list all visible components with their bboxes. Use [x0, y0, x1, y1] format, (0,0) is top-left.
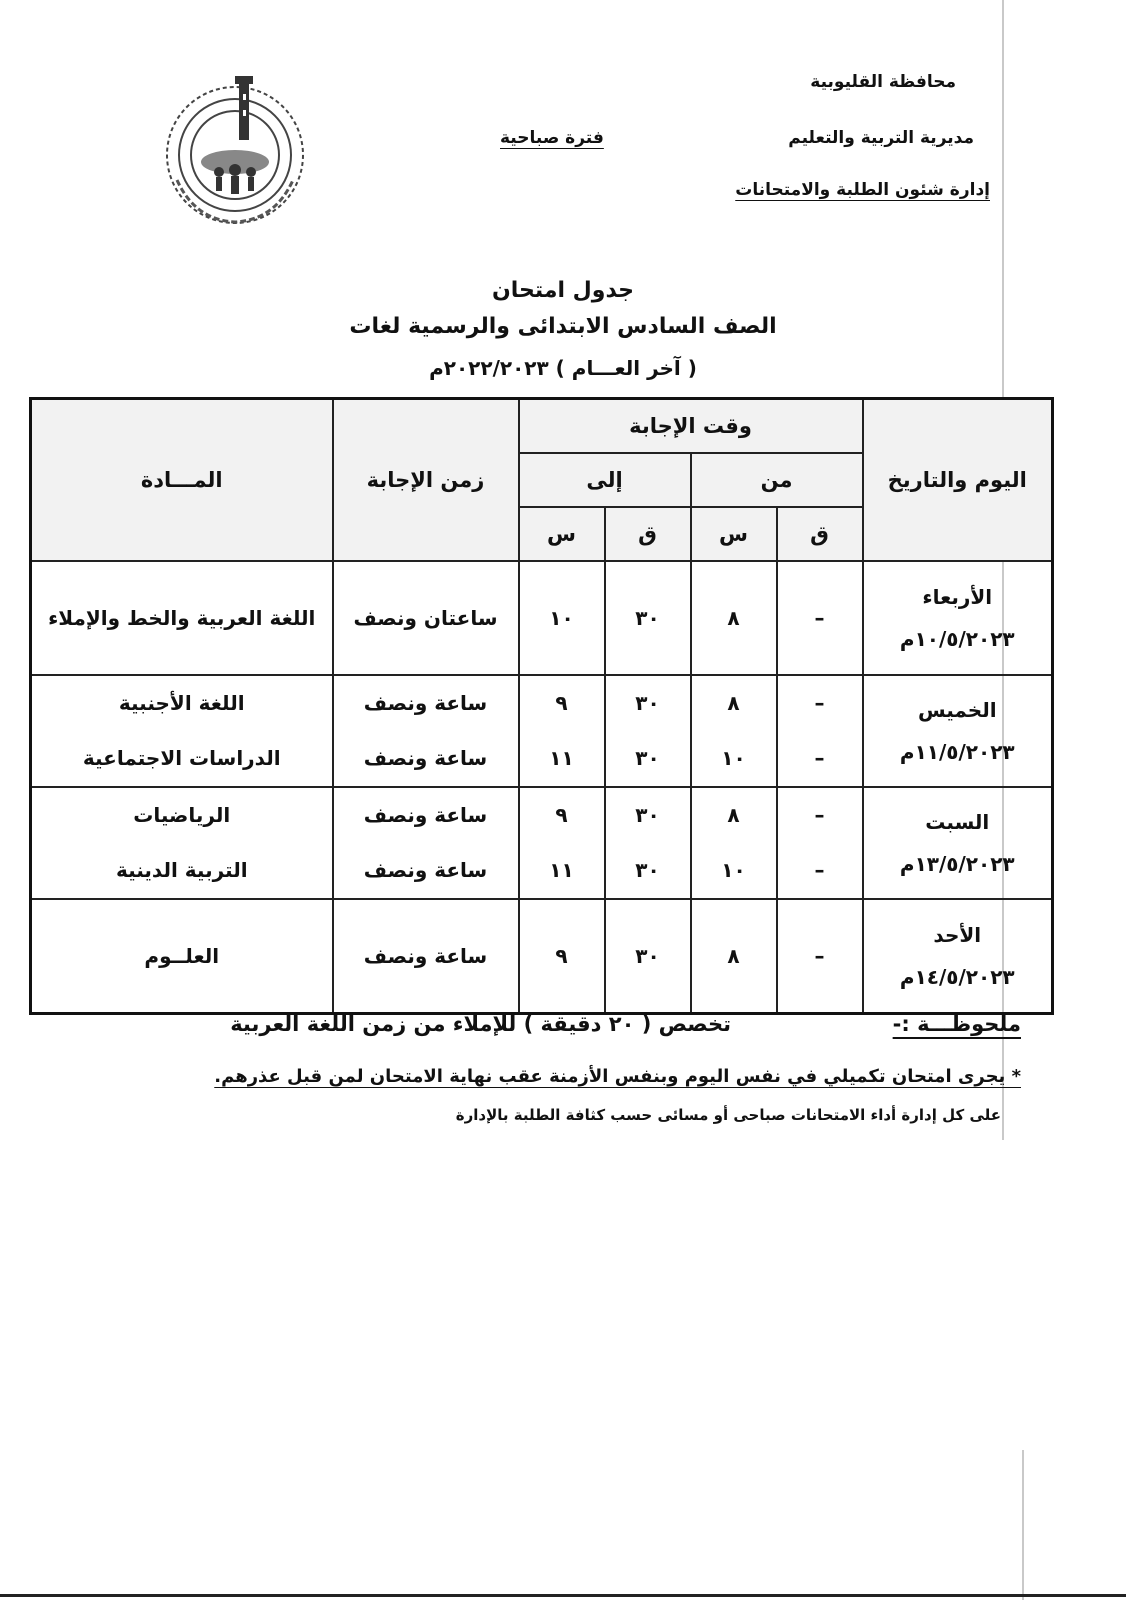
- day-date-cell: [863, 675, 1053, 787]
- to-minutes-header: ق: [605, 507, 691, 561]
- to-hours-cell: ١٠: [519, 561, 605, 675]
- duration-cell: ساعة ونصف ساعة ونصف: [333, 675, 519, 787]
- note-dictation: تخصص ( ٢٠ دقيقة ) للإملاء من زمن اللغة العربية: [230, 1012, 731, 1036]
- subject-cell: الرياضيات التربية الدينية: [31, 787, 333, 899]
- from-minutes-cell: –: [777, 561, 863, 675]
- governorate-label: محافظة القليوبية: [810, 72, 956, 92]
- table-row: [31, 787, 1053, 899]
- grade-subtitle: الصف السادس الابتدائى والرسمية لغات: [349, 314, 777, 339]
- from-hours-cell: ٨: [691, 561, 777, 675]
- table-row: [31, 899, 1053, 1014]
- ministry-seal-logo: [155, 70, 315, 230]
- day-date-cell: [863, 787, 1053, 899]
- to-minutes-cell: ٣٠: [605, 561, 691, 675]
- schedule-title: جدول امتحان: [491, 278, 635, 303]
- duration-cell: ساعة ونصف ساعة ونصف: [333, 787, 519, 899]
- duration-cell: ساعة ونصف: [333, 899, 519, 1014]
- to-minutes-cell: ٣٠ ٣٠: [605, 675, 691, 787]
- table-row: [31, 561, 1053, 675]
- to-hours-cell: ٩: [519, 899, 605, 1014]
- day-name: الأحد: [933, 923, 982, 947]
- day-name: الخميس: [917, 698, 997, 722]
- exam-date: ١١/٥/٢٠٢٣م: [899, 740, 1015, 764]
- from-minutes-cell: – –: [777, 675, 863, 787]
- exam-schedule-table: [29, 397, 1054, 1015]
- duration-cell: ساعتان ونصف: [333, 561, 519, 675]
- from-hours-header: س: [691, 507, 777, 561]
- exam-date: ١٤/٥/٢٠٢٣م: [899, 965, 1015, 989]
- day-date-cell: [863, 899, 1053, 1014]
- note-makeup-exam: * يجرى امتحان تكميلي في نفس اليوم وبنفس الأزمنة عقب نهاية الامتحان لمن قبل عذرهم.: [214, 1066, 1021, 1087]
- to-minutes-cell: ٣٠: [605, 899, 691, 1014]
- exam-date: ١٠/٥/٢٠٢٣م: [899, 627, 1015, 651]
- administration-label: إدارة شئون الطلبة والامتحانات: [735, 180, 990, 200]
- to-hours-cell: ٩ ١١: [519, 787, 605, 899]
- to-hours-header: س: [519, 507, 605, 561]
- answer-time-header: وقت الإجابة: [519, 399, 863, 454]
- subject-cell: اللغة الأجنبية الدراسات الاجتماعية: [31, 675, 333, 787]
- from-hours-cell: ٨: [691, 899, 777, 1014]
- exam-date: ١٣/٥/٢٠٢٣م: [899, 852, 1015, 876]
- from-minutes-cell: –: [777, 899, 863, 1014]
- page-bottom-edge: [0, 1594, 1126, 1597]
- subject-cell: العلــوم: [31, 899, 333, 1014]
- to-minutes-cell: ٣٠ ٣٠: [605, 787, 691, 899]
- to-header: إلى: [519, 453, 691, 507]
- note-administration: على كل إدارة أداء الامتحانات صباحى أو مسائى حسب كثافة الطلبة بالإدارة: [455, 1106, 1001, 1124]
- shift-label: فترة صباحية: [500, 128, 604, 148]
- seal-emblem-icon: [155, 70, 315, 230]
- day-name: الأربعاء: [922, 585, 993, 609]
- subject-header: المـــادة: [31, 399, 333, 562]
- directorate-label: مديرية التربية والتعليم: [788, 128, 974, 148]
- day-date-cell: [863, 561, 1053, 675]
- from-hours-cell: ٨ ١٠: [691, 787, 777, 899]
- to-hours-cell: ٩ ١١: [519, 675, 605, 787]
- note-label: ملحوظـــة :-: [892, 1012, 1021, 1036]
- term-subtitle: ( آخر العـــام ) ٢٠٢٢/٢٠٢٣م: [429, 356, 697, 380]
- day-name: السبت: [925, 810, 990, 834]
- page-edge-line: [1022, 1450, 1024, 1600]
- from-minutes-header: ق: [777, 507, 863, 561]
- subject-cell: اللغة العربية والخط والإملاء: [31, 561, 333, 675]
- from-header: من: [691, 453, 863, 507]
- duration-header: زمن الإجابة: [333, 399, 519, 562]
- table-row: [31, 675, 1053, 787]
- from-minutes-cell: – –: [777, 787, 863, 899]
- from-hours-cell: ٨ ١٠: [691, 675, 777, 787]
- day-date-header: اليوم والتاريخ: [863, 399, 1053, 562]
